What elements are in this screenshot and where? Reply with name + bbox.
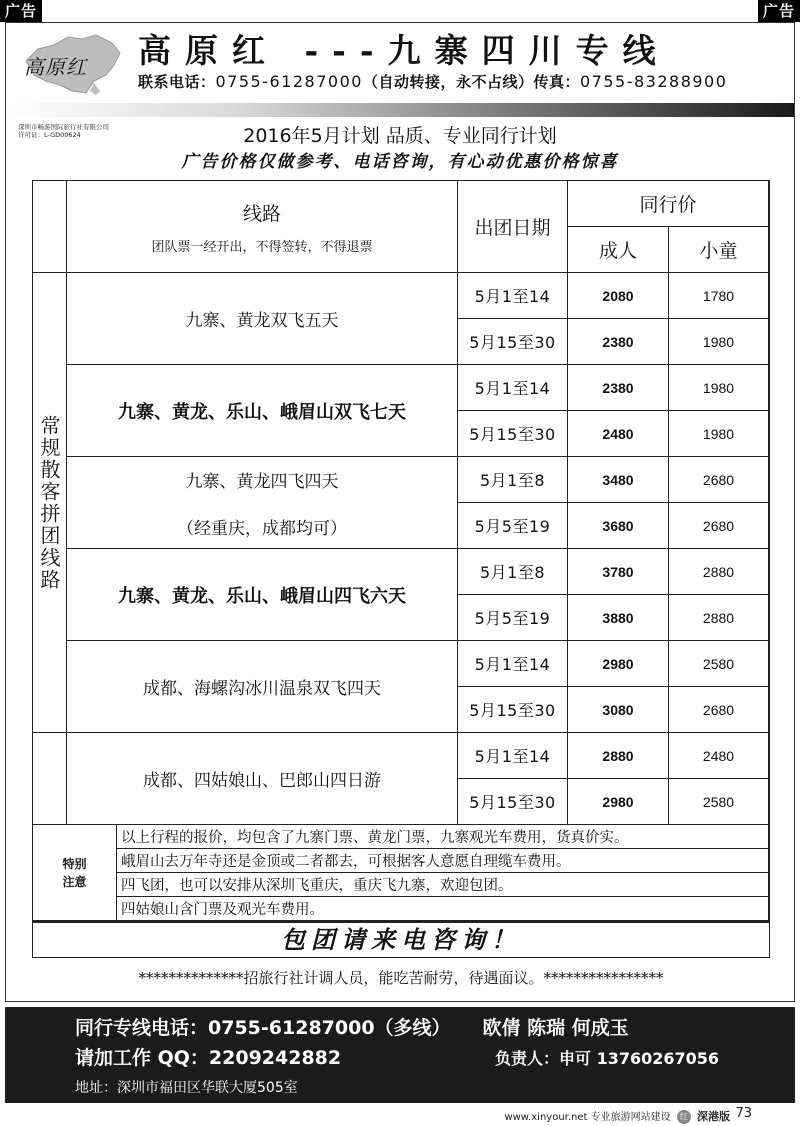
departure-date: 5月15至30: [458, 411, 568, 457]
responsible-label: 负责人：: [495, 1049, 560, 1068]
gradient-divider: [6, 103, 794, 117]
departure-date: 5月15至30: [458, 319, 568, 365]
route-name: [67, 365, 458, 457]
departure-date: 5月1至8: [458, 457, 568, 503]
departure-date: 5月1至8: [458, 549, 568, 595]
departure-date: 5月15至30: [458, 779, 568, 825]
contact-label: 联系电话：: [138, 73, 216, 91]
hotline-number: 0755-61287000（多线）: [208, 1017, 451, 1039]
contact-phone-note: （自动转接，永不占线）: [362, 73, 534, 91]
header: [6, 23, 794, 103]
child-price: 2680: [669, 503, 769, 549]
route-header-title: 线路: [242, 202, 281, 225]
route-name: [67, 641, 458, 733]
departure-date: 5月1至14: [458, 365, 568, 411]
departure-date: 5月1至14: [458, 733, 568, 779]
child-price: 1980: [669, 319, 769, 365]
page-footer-bar: [0, 1103, 800, 1126]
route-title: 成都、海螺沟冰川温泉双飞四天: [143, 679, 381, 699]
header-title: 高原红 ---九寨四川专线: [138, 31, 670, 70]
contact-people: 欧倩 陈瑞 何成玉: [482, 1017, 629, 1039]
route-title: 九寨、黄龙双飞五天: [185, 311, 339, 331]
adult-price: 2380: [568, 319, 669, 365]
footer-hotline: [75, 1013, 629, 1040]
page-number: 73: [735, 1106, 752, 1121]
date-header: 出团日期: [458, 181, 568, 273]
note-line: 四飞团，也可以安排从深圳飞重庆，重庆飞九寨，欢迎包团。: [117, 873, 769, 897]
adult-price: 2880: [568, 733, 669, 779]
qq-label: 请加工作 QQ：: [75, 1047, 209, 1069]
note-line: 四姑娘山含门票及观光车费用。: [117, 897, 769, 921]
child-price: 2580: [669, 779, 769, 825]
logo-text: 高原红: [24, 55, 87, 79]
child-price: 2580: [669, 641, 769, 687]
category-blank: [33, 733, 67, 825]
group-tour-callout: 包团请来电咨询！: [32, 922, 770, 958]
note-line: 峨眉山去万年寺还是金顶或二者都去，可根据客人意愿自理缆车费用。: [117, 849, 769, 873]
note-line: 以上行程的报价，均包含了九寨门票、黄龙门票，九寨观光车费用，货真价实。: [117, 825, 769, 849]
qq-number: 2209242882: [208, 1047, 342, 1069]
footer-responsible: [495, 1046, 719, 1069]
adult-price: 3780: [568, 549, 669, 595]
route-name: [67, 549, 458, 641]
category-label: 常规散客拼团线路: [33, 273, 67, 733]
ad-tag-left: 广告: [0, 0, 42, 22]
route-name: [67, 273, 458, 365]
child-header: 小童: [669, 227, 769, 273]
recruit-notice: **************招旅行社计调人员，能吃苦耐劳，待遇面议。****************: [138, 969, 664, 987]
child-price: 1780: [669, 273, 769, 319]
adult-price: 2080: [568, 273, 669, 319]
category-header: [33, 181, 67, 273]
fax-number: 0755-83288900: [579, 72, 728, 91]
adult-price: 2980: [568, 641, 669, 687]
fax-label: 传真：: [533, 73, 580, 91]
notes-label-text: 注意: [62, 874, 87, 889]
adult-header: 成人: [568, 227, 669, 273]
departure-date: 5月15至30: [458, 687, 568, 733]
footer-qq: [75, 1043, 341, 1070]
route-title: 九寨、黄龙四飞四天: [185, 471, 339, 492]
brand-logo-icon: 红: [677, 1110, 691, 1124]
adult-price: 2980: [568, 779, 669, 825]
route-header-note: 团队票一经开出，不得签转，不得退票: [151, 239, 373, 255]
route-header: [67, 181, 458, 273]
child-price: 2680: [669, 457, 769, 503]
hotline-label: 同行专线电话：: [75, 1017, 209, 1039]
plan-title: 2016年5月计划 品质、专业同行计划: [243, 125, 557, 147]
ad-tag-right: 广告: [758, 0, 800, 22]
footer-address: 地址：深圳市福田区华联大厦505室: [75, 1080, 298, 1096]
header-contact: [138, 71, 727, 92]
site-credit: [504, 1108, 730, 1124]
departure-date: 5月5至19: [458, 595, 568, 641]
child-price: 1980: [669, 411, 769, 457]
adult-price: 3680: [568, 503, 669, 549]
adult-price: 3480: [568, 457, 669, 503]
departure-date: 5月1至14: [458, 641, 568, 687]
child-price: 1980: [669, 365, 769, 411]
contact-phone: 0755-61287000: [215, 72, 363, 91]
brand-name: 深港版: [697, 1110, 730, 1123]
notes-label-text: 特别: [62, 856, 87, 871]
agency-name: 深圳市畅游国际旅行社有限公司: [18, 123, 109, 131]
responsible-contact: 申可 13760267056: [559, 1049, 720, 1068]
route-title: 九寨、黄龙、乐山、峨眉山双飞七天: [118, 401, 406, 423]
child-price: 2680: [669, 687, 769, 733]
slogan: 广告价格仅做参考、电话咨询，有心动优惠价格惊喜: [181, 152, 619, 172]
adult-price: 2480: [568, 411, 669, 457]
route-title: 成都、四姑娘山、巴郎山四日游: [143, 771, 381, 791]
route-name: [67, 733, 458, 825]
notes-label: [33, 825, 117, 921]
adult-price: 3880: [568, 595, 669, 641]
agency-license: 许可证：L-GD00624: [18, 131, 81, 139]
route-title: 九寨、黄龙、乐山、峨眉山四飞六天: [118, 585, 406, 607]
adult-price: 3080: [568, 687, 669, 733]
child-price: 2880: [669, 549, 769, 595]
price-header: 同行价: [568, 181, 769, 227]
departure-date: 5月5至19: [458, 503, 568, 549]
adult-price: 2380: [568, 365, 669, 411]
ad-frame: [5, 22, 795, 1002]
departure-date: 5月1至14: [458, 273, 568, 319]
site-url: www.xinyour.net 专业旅游网站建设: [504, 1112, 671, 1123]
child-price: 2480: [669, 733, 769, 779]
price-table: [32, 180, 770, 922]
footer: [5, 1007, 795, 1103]
logo: [16, 31, 126, 99]
route-name: [67, 457, 458, 549]
child-price: 2880: [669, 595, 769, 641]
route-subtitle: （经重庆，成都均可）: [177, 518, 347, 539]
